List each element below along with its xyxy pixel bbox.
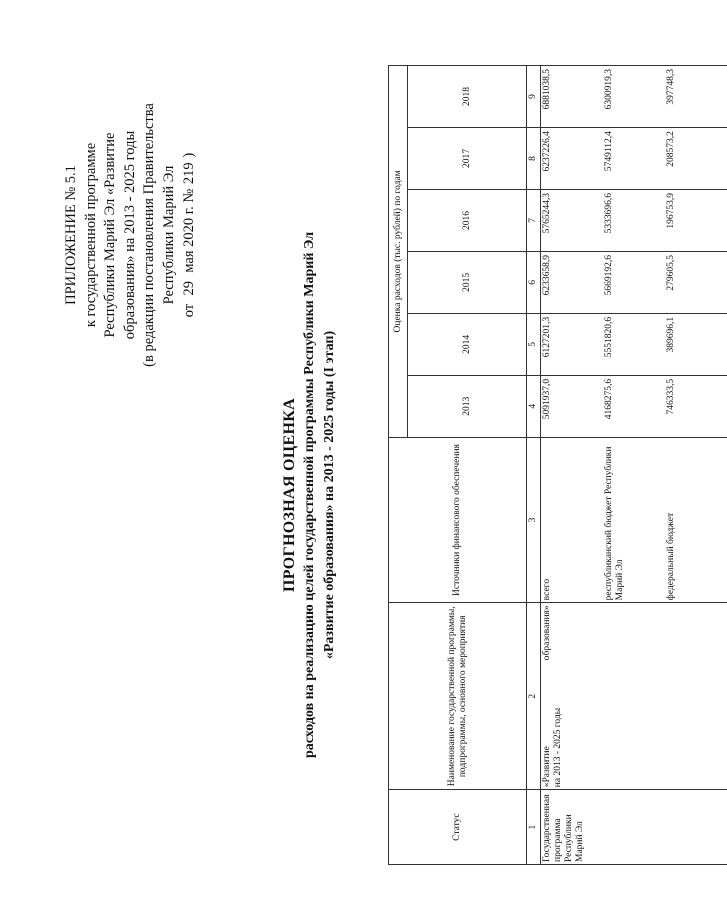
header-year: 2018 bbox=[408, 66, 527, 128]
value-cell: 397748,3 bbox=[665, 66, 727, 128]
column-number: 1 bbox=[527, 790, 541, 865]
date-prefix: от bbox=[180, 303, 197, 318]
appendix-line: (в редакции постановления Правительства bbox=[141, 103, 158, 367]
value-cell: 6127201,3 bbox=[541, 313, 604, 375]
appendix-line: образования» на 2013 - 2025 годы bbox=[121, 130, 138, 340]
value-cell: 5333696,6 bbox=[603, 190, 665, 252]
value-cell: 389696,1 bbox=[665, 313, 727, 375]
row-status: Государственная программа Республики Марий Эл bbox=[541, 790, 727, 865]
value-cell: 4168275,6 bbox=[603, 375, 665, 437]
column-number: 3 bbox=[527, 437, 541, 603]
column-number: 5 bbox=[527, 313, 541, 375]
source-label: федеральный бюджет bbox=[665, 437, 727, 603]
column-number: 9 bbox=[527, 66, 541, 128]
row-program-name bbox=[541, 603, 727, 790]
appendix-block bbox=[62, 50, 199, 420]
column-number: 4 bbox=[527, 375, 541, 437]
appendix-line: Республики Марий Эл «Развитие bbox=[102, 132, 119, 338]
appendix-date-line bbox=[180, 50, 200, 420]
expenditure-table bbox=[388, 65, 727, 865]
header-year: 2016 bbox=[408, 190, 527, 252]
value-cell: 5749112,4 bbox=[603, 128, 665, 190]
program-name-part: образования» bbox=[542, 605, 552, 661]
source-label: республиканский бюджет Республики Марий Эл bbox=[603, 437, 665, 603]
value-cell: 5091937,0 bbox=[541, 375, 604, 437]
header-year: 2017 bbox=[408, 128, 527, 190]
document-title bbox=[280, 185, 340, 805]
header-source: Источники финансового обеспечения bbox=[389, 437, 527, 603]
header-year: 2013 bbox=[408, 375, 527, 437]
column-number: 8 bbox=[527, 128, 541, 190]
title-line-1: ПРОГНОЗНАЯ ОЦЕНКА bbox=[281, 398, 298, 592]
value-cell: 6881038,5 bbox=[541, 66, 604, 128]
header-year: 2015 bbox=[408, 251, 527, 313]
appendix-line: Республики Марий Эл bbox=[160, 165, 177, 305]
column-number: 6 bbox=[527, 251, 541, 313]
value-cell: 5551820,6 bbox=[603, 313, 665, 375]
column-number-row bbox=[527, 66, 541, 865]
title-line-3: «Развитие образования» на 2013 - 2025 годы (I этап) bbox=[322, 330, 337, 660]
date-day: 29 bbox=[180, 281, 197, 296]
title-line-2: расходов на реализацию целей государственной программы Республики Марий Эл bbox=[302, 231, 317, 759]
value-cell: 5669192,6 bbox=[603, 251, 665, 313]
value-cell: 208573,2 bbox=[665, 128, 727, 190]
date-rest: мая 2020 г. № bbox=[180, 188, 197, 273]
value-cell: 196753,9 bbox=[665, 190, 727, 252]
appendix-line: ПРИЛОЖЕНИЕ № 5.1 bbox=[63, 165, 79, 305]
table-row bbox=[541, 66, 604, 865]
value-cell: 6237226,4 bbox=[541, 128, 604, 190]
value-cell: 6233658,9 bbox=[541, 251, 604, 313]
header-estimate: Оценка расходов (тыс. рублей) по годам bbox=[389, 66, 408, 438]
header-status: Статус bbox=[389, 790, 527, 865]
program-name-part: на 2013 - 2025 годы bbox=[553, 707, 563, 788]
value-cell: 5765244,3 bbox=[541, 190, 604, 252]
value-cell: 279605,5 bbox=[665, 251, 727, 313]
value-cell: 6300919,3 bbox=[603, 66, 665, 128]
program-name-part: «Развитие bbox=[542, 746, 552, 788]
value-cell: 746333,5 bbox=[665, 375, 727, 437]
column-number: 2 bbox=[527, 603, 541, 790]
column-number: 7 bbox=[527, 190, 541, 252]
date-number: 219 bbox=[180, 162, 197, 185]
appendix-line: к государственной программе bbox=[82, 142, 99, 328]
header-year: 2014 bbox=[408, 313, 527, 375]
header-name: Наименование государственной программы, подпрограммы, основного мероприятия bbox=[389, 603, 527, 790]
source-label: всего bbox=[541, 437, 604, 603]
date-close: ) bbox=[180, 152, 197, 158]
